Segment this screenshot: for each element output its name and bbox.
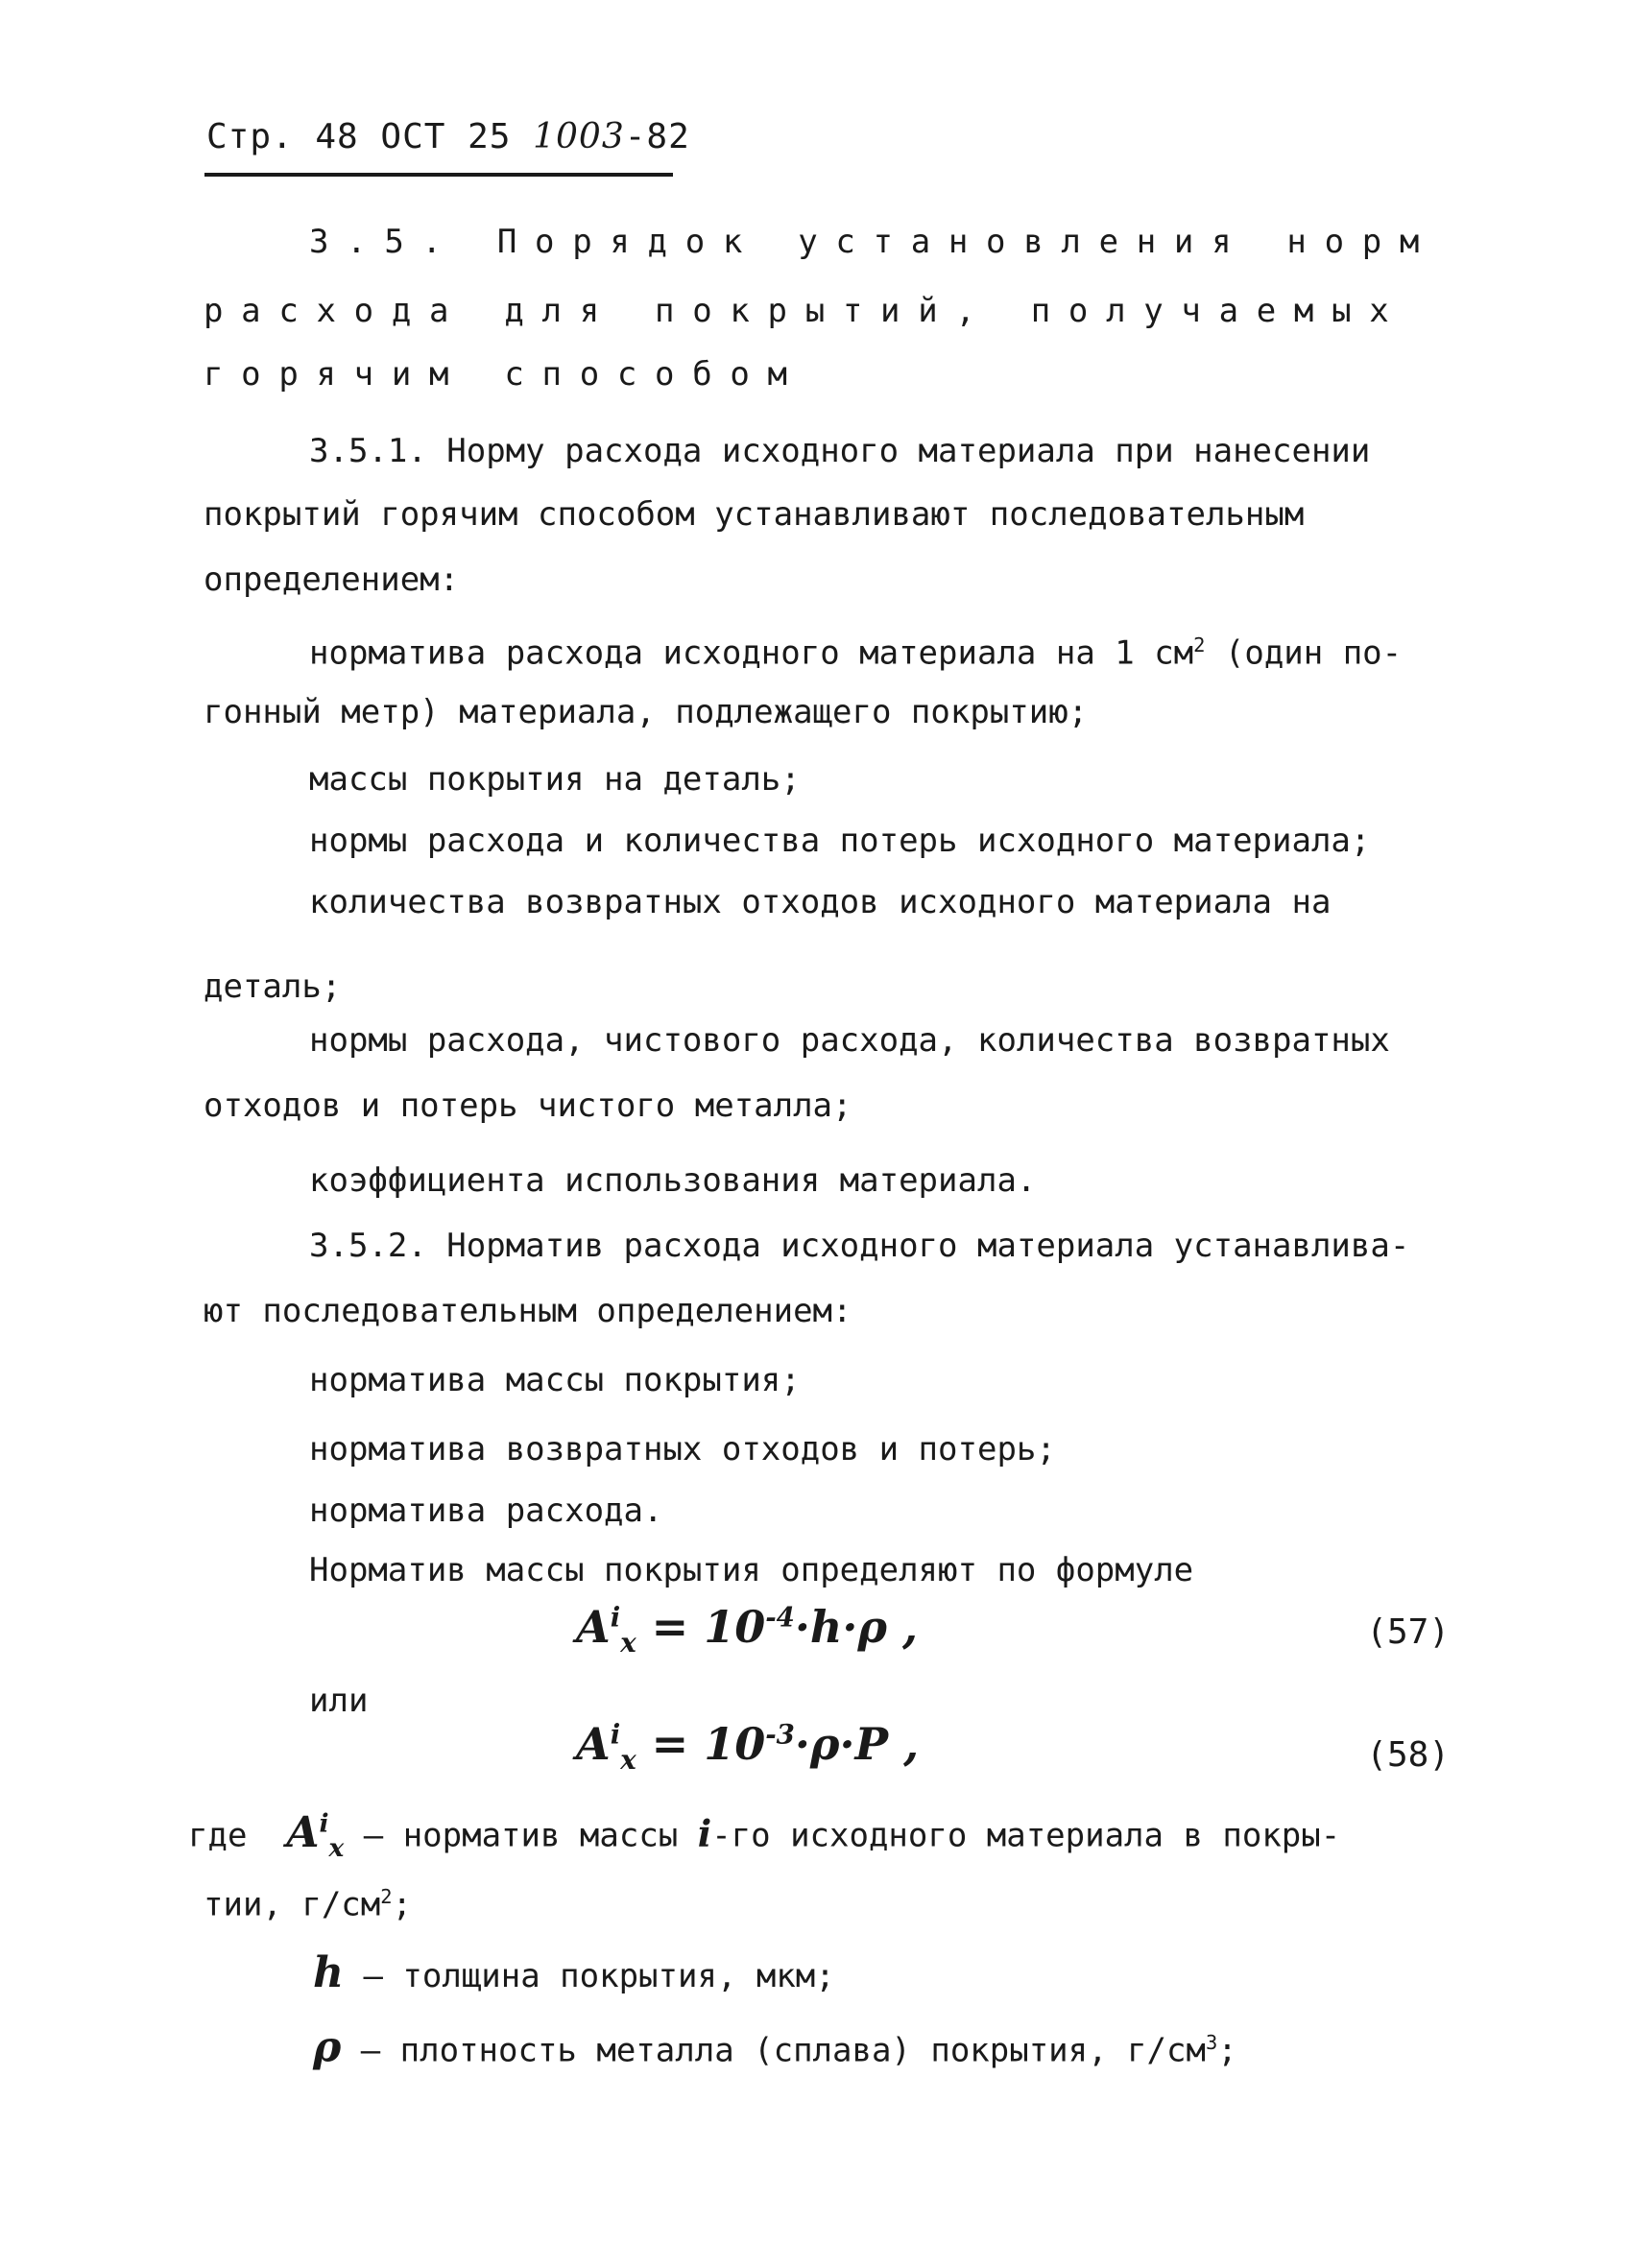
symbol-A: $A^i_x$ — [286, 1807, 345, 1863]
header-underline — [204, 173, 673, 177]
symbol-h: h — [313, 1948, 344, 1997]
list1-item-3: нормы расхода и количества потерь исходного материала; — [309, 822, 1371, 860]
section-title-line-3: горячим способом — [204, 355, 805, 394]
list1-item-5-cont: отходов и потерь чистого металла; — [204, 1086, 852, 1125]
p352-line-1: 3.5.2. Норматив расхода исходного материала устанавлива- — [309, 1227, 1410, 1265]
formula-intro: Норматив массы покрытия определяют по формуле — [309, 1551, 1194, 1589]
header-prefix: Стр. 48 ОСТ 25 — [206, 117, 534, 156]
page-header — [206, 117, 690, 156]
formula-57: $A^i_x = 10^{-4}\cdot h\cdot\rho$ , — [576, 1601, 918, 1659]
header-suffix: -82 — [624, 117, 690, 156]
list1-item-1: норматива расхода исходного материала на 1 $см^2$ (один по- — [309, 633, 1403, 673]
list1-item-5: нормы расхода, чистового расхода, количества возвратных — [309, 1021, 1390, 1060]
section-title-line-1: 3.5. Порядок установления норм — [309, 223, 1438, 261]
or-word: или — [309, 1682, 369, 1720]
list2-item-3: норматива расхода. — [309, 1492, 663, 1530]
h-definition: h – толщина покрытия, мкм; — [313, 1948, 835, 1997]
list1-item-6: коэффициента использования материала. — [309, 1161, 1037, 1200]
p351-line-3: определением: — [204, 561, 460, 599]
formula-58: $A^i_x = 10^{-3}\cdot\rho\cdot P$ , — [576, 1718, 920, 1777]
p351-line-1: 3.5.1. Норму расхода исходного материала при нанесении — [309, 432, 1371, 470]
symbol-rho: ρ — [313, 2022, 342, 2072]
header-handwritten-number: 1003 — [533, 117, 625, 156]
p352-line-2: ют последовательным определением: — [204, 1292, 852, 1330]
list1-item-1-cont: гонный метр) материала, подлежащего покрытию; — [204, 693, 1089, 731]
list2-item-2: норматива возвратных отходов и потерь; — [309, 1430, 1056, 1468]
where-definition-cont: тии, $г/см^2$; — [204, 1885, 412, 1924]
equation-number-58: (58) — [1366, 1735, 1450, 1775]
p351-line-2: покрытий горячим способом устанавливают последовательным — [204, 495, 1305, 534]
list1-item-4-cont: деталь; — [204, 967, 342, 1006]
list1-item-2: массы покрытия на деталь; — [309, 760, 801, 799]
equation-number-57: (57) — [1366, 1612, 1450, 1652]
list1-item-4: количества возвратных отходов исходного материала на — [309, 883, 1332, 921]
list2-item-1: норматива массы покрытия; — [309, 1361, 801, 1399]
section-title-line-2: расхода для покрытий, получаемых — [204, 292, 1407, 330]
rho-definition: ρ – плотность металла (сплава) покрытия, $г/см^3$; — [313, 2022, 1237, 2072]
where-definition: где $A^i_x$ – норматив массы i-го исходного материала в покры- — [188, 1807, 1341, 1863]
